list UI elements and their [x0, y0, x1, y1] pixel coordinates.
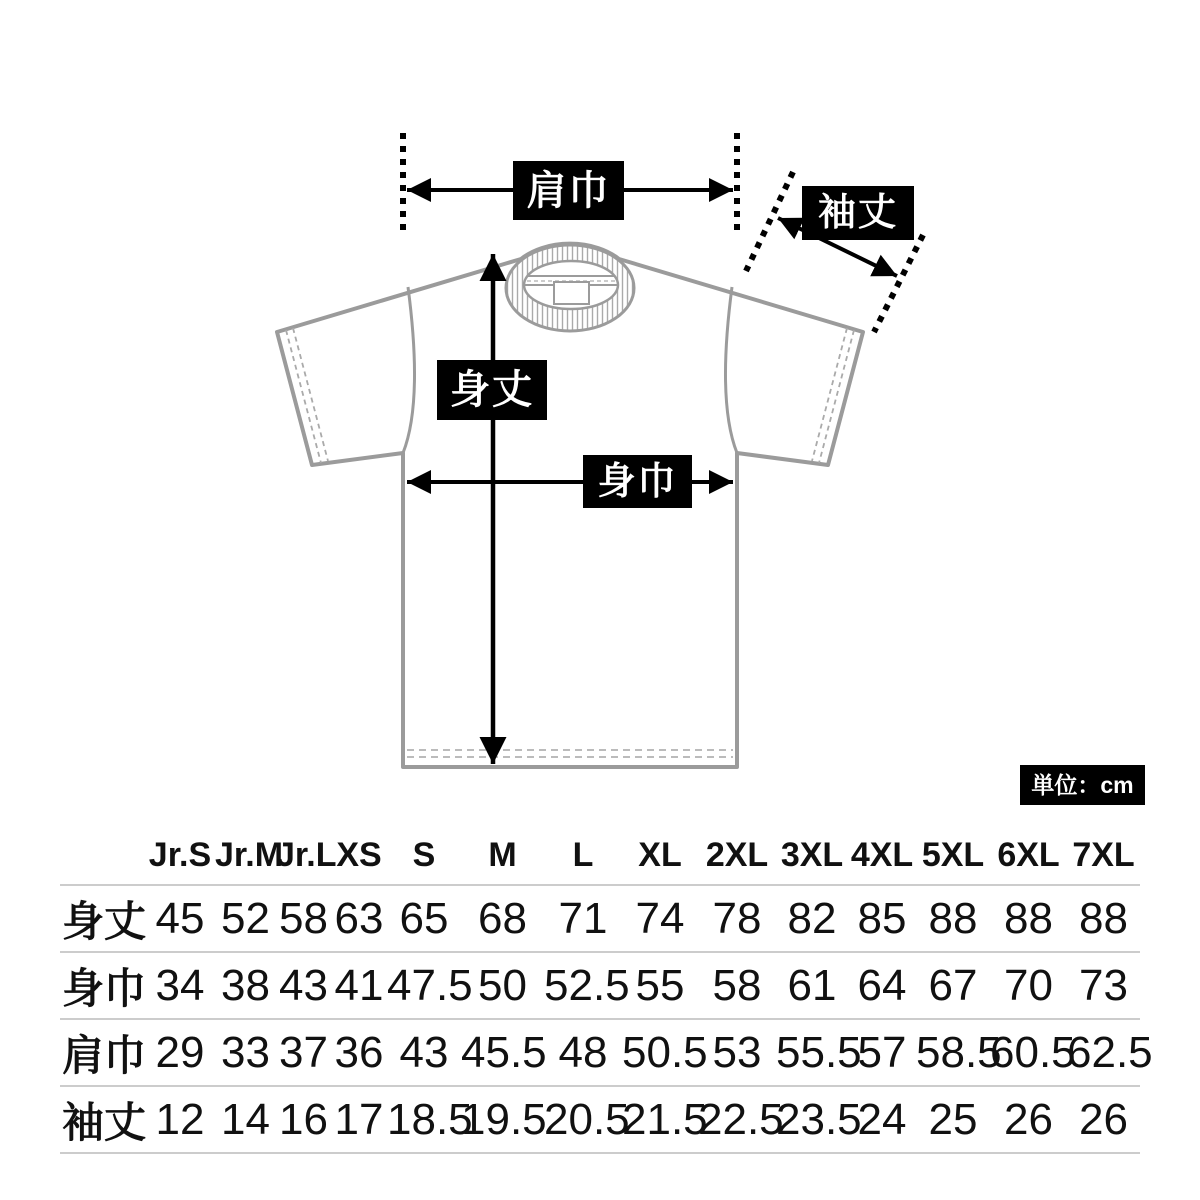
size-column-header: 6XL [997, 835, 1060, 874]
size-column-header: XS [336, 835, 382, 874]
size-value-cell: 25 [916, 1086, 990, 1153]
size-column-header: Jr.L [276, 835, 337, 874]
size-value-cell: 45.5 [461, 1019, 544, 1086]
size-column-header: 3XL [780, 835, 844, 874]
size-value-cell: 88 [916, 885, 990, 952]
size-value-cell: 52 [215, 885, 276, 952]
size-value-cell: 20.5 [544, 1086, 622, 1153]
size-table [60, 826, 1153, 1154]
size-value-cell: 60.5 [990, 1019, 1067, 1086]
corner-cell [60, 826, 145, 885]
size-value-cell: 57 [848, 1019, 916, 1086]
size-value-cell: 62.5 [1067, 1019, 1140, 1086]
body-length-label: 身丈 [437, 360, 547, 420]
size-value-cell: 65 [387, 885, 461, 952]
size-value-cell: 88 [990, 885, 1067, 952]
size-value-cell: 88 [1067, 885, 1140, 952]
size-value-cell: 26 [990, 1086, 1067, 1153]
size-value-cell: 55 [622, 952, 698, 1019]
table-row [60, 1019, 1140, 1086]
size-table-header-row [60, 826, 1140, 885]
unit-note: 単位：cm [1020, 765, 1145, 805]
size-value-cell: 37 [276, 1019, 331, 1086]
ribbed-collar [506, 245, 634, 331]
size-value-cell: 53 [698, 1019, 776, 1086]
size-value-cell: 70 [990, 952, 1067, 1019]
table-row [60, 952, 1140, 1019]
size-value-cell: 67 [916, 952, 990, 1019]
size-value-cell: 68 [461, 885, 544, 952]
size-value-cell: 41 [331, 952, 387, 1019]
size-column-header: Jr.M [215, 835, 284, 874]
neck-label-tag [554, 282, 589, 304]
size-value-cell: 78 [698, 885, 776, 952]
size-value-cell: 61 [776, 952, 848, 1019]
size-value-cell: 58.5 [916, 1019, 990, 1086]
size-value-cell: 34 [145, 952, 215, 1019]
size-value-cell: 50 [461, 952, 544, 1019]
size-value-cell: 43 [387, 1019, 461, 1086]
size-column-header: 2XL [705, 835, 769, 874]
row-label: 身丈 [60, 885, 145, 952]
size-value-cell: 19.5 [461, 1086, 544, 1153]
size-value-cell: 82 [776, 885, 848, 952]
size-value-cell: 17 [331, 1086, 387, 1153]
size-value-cell: 58 [276, 885, 331, 952]
size-value-cell: 58 [698, 952, 776, 1019]
size-value-cell: 71 [544, 885, 622, 952]
size-value-cell: 85 [848, 885, 916, 952]
size-value-cell: 29 [145, 1019, 215, 1086]
size-value-cell: 63 [331, 885, 387, 952]
size-value-cell: 48 [544, 1019, 622, 1086]
size-value-cell: 33 [215, 1019, 276, 1086]
size-value-cell: 43 [276, 952, 331, 1019]
size-column-header: S [412, 835, 436, 874]
table-row [60, 1086, 1140, 1153]
size-value-cell: 16 [276, 1086, 331, 1153]
row-label: 肩巾 [60, 1019, 145, 1086]
size-value-cell: 18.5 [387, 1086, 461, 1153]
size-value-cell: 74 [622, 885, 698, 952]
row-label: 袖丈 [60, 1086, 145, 1153]
size-value-cell: 55.5 [776, 1019, 848, 1086]
size-value-cell: 24 [848, 1086, 916, 1153]
size-column-header: M [488, 835, 517, 874]
size-value-cell: 12 [145, 1086, 215, 1153]
size-value-cell: 36 [331, 1019, 387, 1086]
row-label: 身巾 [60, 952, 145, 1019]
size-column-header: 7XL [1072, 835, 1135, 874]
size-value-cell: 52.5 [544, 952, 622, 1019]
shoulder-width-label: 肩巾 [513, 161, 624, 220]
size-value-cell: 14 [215, 1086, 276, 1153]
size-column-header: 4XL [850, 835, 914, 874]
body-width-label: 身巾 [583, 455, 692, 508]
table-row [60, 885, 1140, 952]
size-value-cell: 21.5 [622, 1086, 698, 1153]
size-column-header: L [572, 835, 594, 874]
size-value-cell: 22.5 [698, 1086, 776, 1153]
sleeve-length-label: 袖丈 [802, 186, 914, 240]
size-value-cell: 47.5 [387, 952, 461, 1019]
size-value-cell: 73 [1067, 952, 1140, 1019]
size-column-header: XL [638, 835, 682, 874]
tshirt-illustration [277, 244, 863, 767]
size-value-cell: 26 [1067, 1086, 1140, 1153]
size-value-cell: 50.5 [622, 1019, 698, 1086]
size-column-header: 5XL [921, 835, 985, 874]
size-column-header: Jr.S [148, 835, 212, 874]
size-value-cell: 64 [848, 952, 916, 1019]
size-value-cell: 38 [215, 952, 276, 1019]
size-value-cell: 45 [145, 885, 215, 952]
size-value-cell: 23.5 [776, 1086, 848, 1153]
